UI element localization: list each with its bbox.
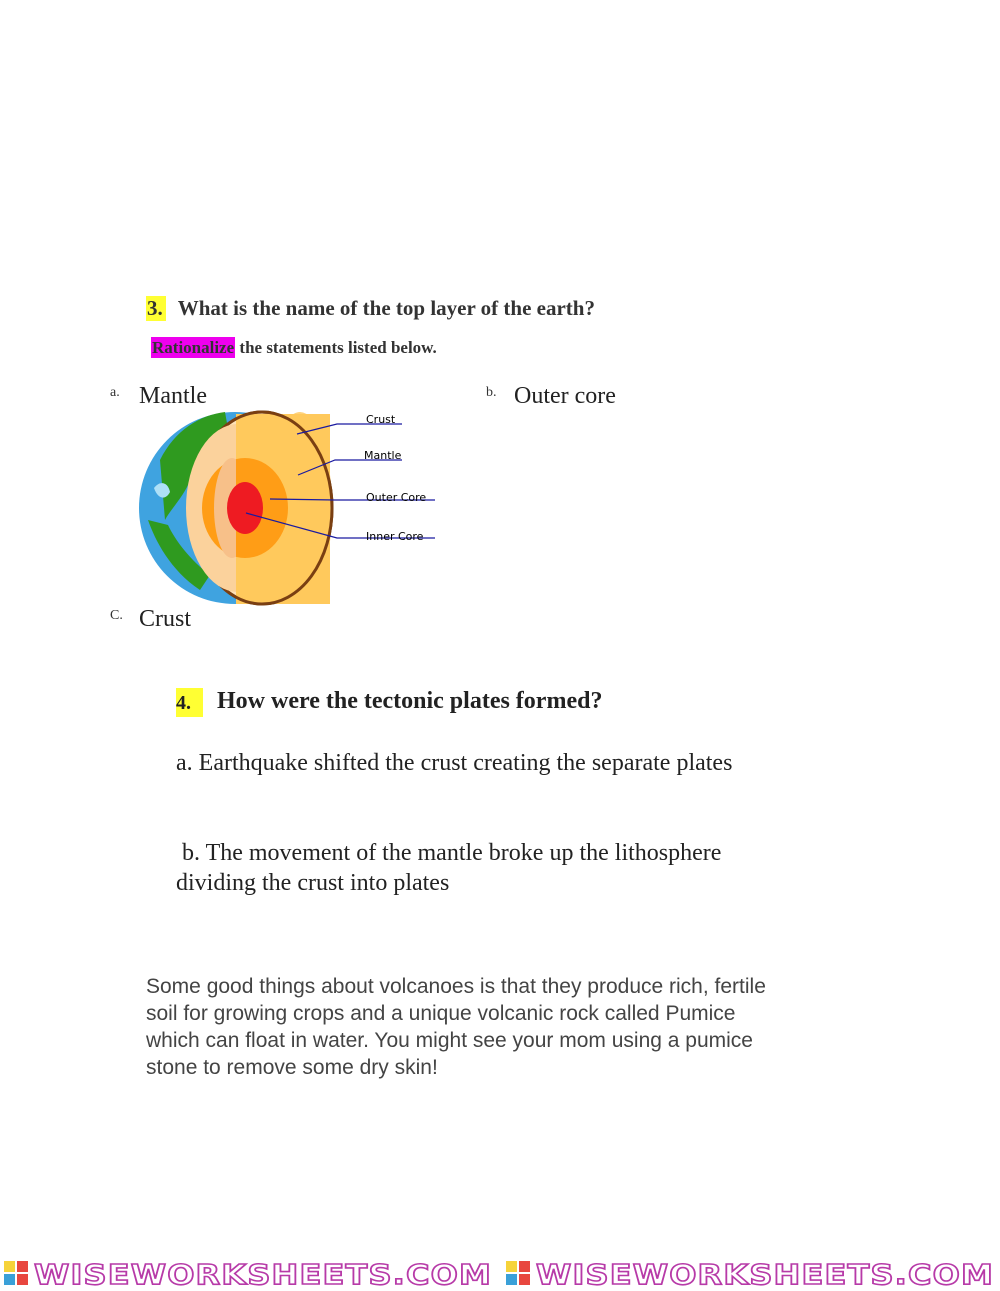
- question-3-text: What is the name of the top layer of the earth?: [177, 296, 595, 320]
- diagram-label-crust: Crust: [366, 413, 396, 426]
- paragraph-line: Some good things about volcanoes is that they produce rich, fertile: [146, 975, 766, 998]
- diagram-label-mantle: Mantle: [364, 449, 402, 462]
- footer-logo-text: WISEWORKSHEETS.COM: [34, 1258, 492, 1291]
- answer-b-line-1[interactable]: b. The movement of the mantle broke up the lithosphere: [176, 840, 722, 866]
- logo-blocks-icon: [506, 1261, 530, 1285]
- option-b-text[interactable]: Outer core: [514, 383, 616, 409]
- diagram-label-inner-core: Inner Core: [366, 530, 424, 543]
- footer-logo-2: [506, 1258, 994, 1291]
- instruction-highlight: Rationalize: [152, 338, 235, 357]
- earth-cutaway: [186, 412, 332, 604]
- answer-b-line-2[interactable]: dividing the crust into plates: [176, 870, 450, 896]
- paragraph-line: soil for growing crops and a unique volcanic rock called Pumice: [146, 1002, 736, 1025]
- question-4: [176, 688, 602, 717]
- answer-a[interactable]: a. Earthquake shifted the crust creating the separate plates: [176, 750, 733, 776]
- question-4-text: How were the tectonic plates formed?: [217, 688, 603, 715]
- question-3-number: 3.: [146, 296, 166, 321]
- earth-layers-diagram[interactable]: [130, 400, 450, 615]
- option-c-text[interactable]: Crust: [139, 606, 192, 632]
- instruction-rest: the statements listed below.: [235, 338, 437, 357]
- option-c-letter: C.: [110, 608, 123, 623]
- wiseworksheets-footer: [0, 1255, 1000, 1291]
- option-a-letter: a.: [110, 385, 120, 400]
- question-3: [146, 296, 595, 321]
- footer-logo-1: [4, 1258, 492, 1291]
- paragraph-line: which can float in water. You might see your mom using a pumice: [146, 1029, 753, 1052]
- question-4-number: 4.: [176, 688, 203, 717]
- diagram-label-outer-core: Outer Core: [366, 491, 427, 504]
- logo-blocks-icon: [4, 1261, 28, 1285]
- option-a-text[interactable]: Mantle: [139, 383, 207, 409]
- paragraph-line: stone to remove some dry skin!: [146, 1056, 438, 1079]
- option-b-letter: b.: [486, 385, 497, 400]
- question-3-instruction: [151, 338, 437, 358]
- footer-logo-text: WISEWORKSHEETS.COM: [536, 1258, 994, 1291]
- volcano-paragraph: [146, 973, 836, 1081]
